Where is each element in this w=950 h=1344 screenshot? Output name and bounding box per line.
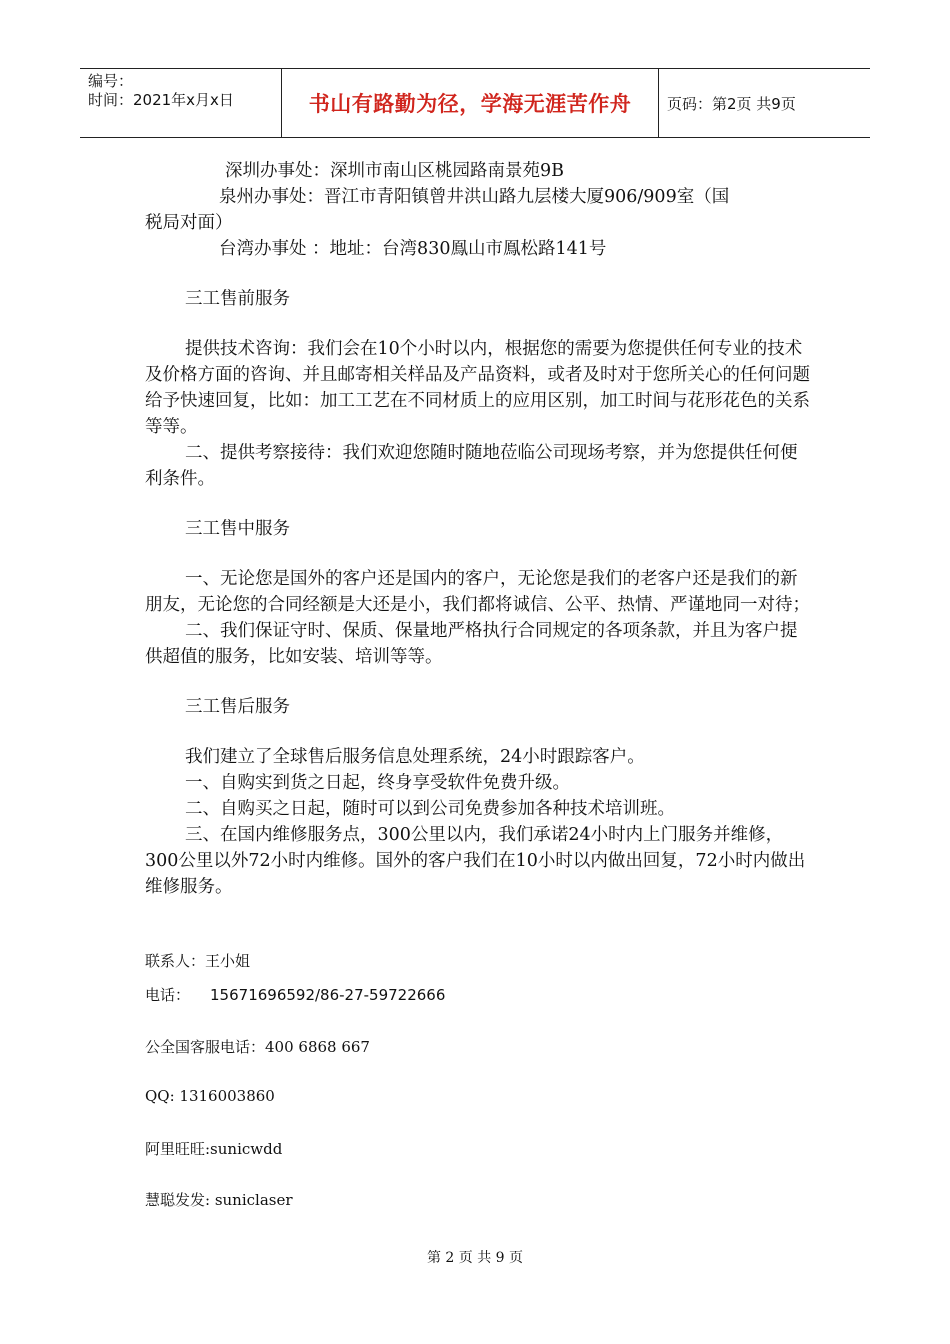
header-motto: 书山有路勤为径，学海无涯苦作舟: [282, 69, 659, 137]
contact-phone: [145, 984, 445, 1005]
office-taiwan: 台湾办事处 ：地址：台湾830鳯山市鳯松路141号: [219, 239, 607, 259]
document-number-label: 编号：: [88, 72, 134, 90]
contact-hotline: 公全国客服电话：400 6868 667: [145, 1038, 370, 1056]
aftersale-paragraph-3: 二、自购买之日起，随时可以到公司免费参加各种技术培训班。: [185, 799, 675, 819]
page-footer: 第 2 页 共 9 页: [426, 1250, 524, 1266]
contact-phone-label: 电话：: [145, 986, 191, 1004]
contact-person: 联系人：王小姐: [145, 952, 251, 970]
insale-paragraph-1: 一、无论您是国外的客户还是国内的客户，无论您是我们的老客户还是我们的新朋友，无论您的合同经额是大还是小，我们都将诚信、公平、热情、严谨地同一对待；: [145, 569, 810, 615]
contact-phone-value: 15671696592/86-27-59722666: [210, 986, 446, 1004]
insale-heading: 三工售中服务: [185, 519, 290, 539]
contact-huicong: 慧聪发发: suniclaser: [145, 1191, 293, 1209]
office-quanzhou-cont: 税局对面）: [145, 213, 233, 233]
presale-paragraph-1: 提供技术咨询：我们会在10个小时以内，根据您的需要为您提供任何专业的技术及价格方面的咨询、并且邮寄相关样品及产品资料，或者及时对于您所关心的任何问题给予快速回复，比如：加工工艺在不同材质上的应用区别，加工时间与花形花色的关系等等。: [145, 339, 810, 437]
document-body: [145, 158, 813, 900]
aftersale-paragraph-2: 一、自购实到货之日起，终身享受软件免费升级。: [185, 773, 570, 793]
office-quanzhou: 泉州办事处：晋江市青阳镇曾井洪山路九层楼大厦906/909室（国: [219, 187, 730, 207]
aftersale-paragraph-1: 我们建立了全球售后服务信息处理系统，24小时跟踪客户。: [185, 747, 645, 767]
document-date-label: 时间：2021年x月x日: [88, 91, 234, 109]
insale-paragraph-2: 二、我们保证守时、保质、保量地严格执行合同规定的各项条款，并且为客户提供超值的服务，比如安装、培训等等。: [145, 621, 798, 667]
header-meta-cell: [80, 69, 282, 137]
contact-aliwangwang: 阿里旺旺:sunicwdd: [145, 1140, 283, 1158]
aftersale-heading: 三工售后服务: [185, 697, 290, 717]
header-page-info: 页码：第2页 共9页: [667, 94, 796, 113]
document-header: [80, 68, 870, 138]
presale-paragraph-2: 二、提供考察接待：我们欢迎您随时随地莅临公司现场考察，并为您提供任何便利条件。: [145, 443, 798, 489]
aftersale-paragraph-4: 三、在国内维修服务点，300公里以内，我们承诺24小时内上门服务并维修，300公里以外72小时内维修。国外的客户我们在10小时以内做出回复，72小时内做出维修服务。: [145, 825, 806, 897]
office-shenzhen: 深圳办事处：深圳市南山区桃园路南景苑9B: [225, 161, 564, 181]
presale-heading: 三工售前服务: [185, 289, 290, 309]
contact-qq: QQ: 1316003860: [145, 1087, 275, 1105]
